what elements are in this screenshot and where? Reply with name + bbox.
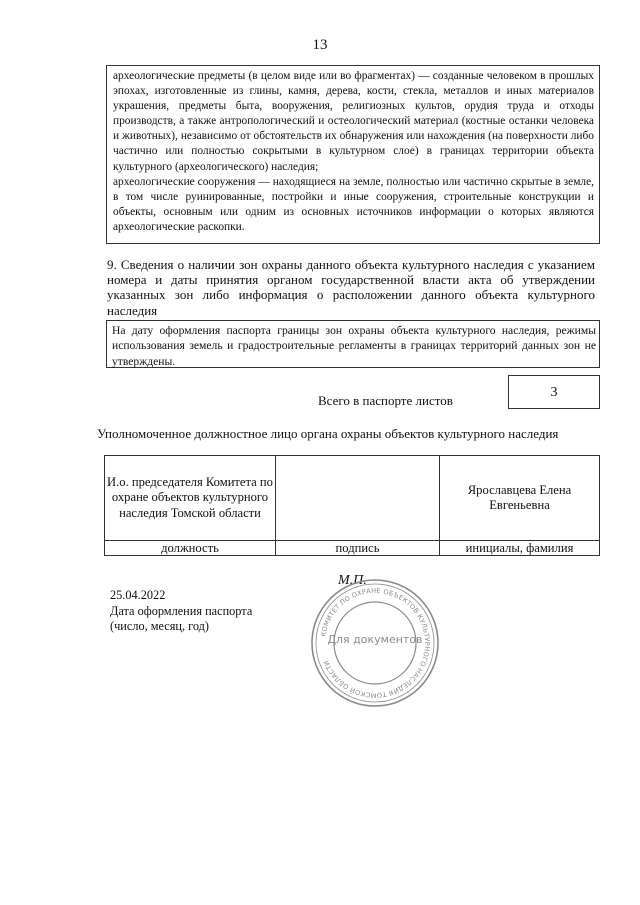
signature-table	[104, 455, 600, 556]
full-name-cell: Ярославцева Елена Евгеньевна	[440, 456, 600, 541]
full-name-label: инициалы, фамилия	[440, 541, 600, 556]
signature-label: подпись	[276, 541, 440, 556]
seal-place-label: М.П.	[338, 573, 367, 588]
definition-structures: археологические сооружения — находящиеся на земле, полностью или частично скрытые в земле, в том числе руинированные, постройки и иные сооружения, строительные конструкции и объекты, основным или одним из основных источников информации о которых являются археологические раскопки.	[113, 175, 594, 233]
date-block	[110, 588, 252, 635]
section-9-heading: 9. Сведения о наличии зон охраны данного объекта культурного наследия с указанием номера и даты принятия органом государственной власти акта об утверждении указанных зон либо информация о расположении данного объекта культурного наследия	[107, 257, 595, 318]
sheets-count-label: Всего в паспорте листов	[318, 393, 453, 408]
archaeology-definitions-box	[106, 65, 600, 244]
seal-ring-text: КОМИТЕТ ПО ОХРАНЕ ОБЪЕКТОВ КУЛЬТУРНОГО НАСЛЕДИЯ ТОМСКОЙ ОБЛАСТИ	[319, 586, 432, 700]
seal-inner-text: Для документов	[327, 633, 423, 646]
authorized-official-label: Уполномоченное должностное лицо органа охраны объектов культурного наследия	[97, 426, 559, 441]
definition-artifacts: археологические предметы (в целом виде или во фрагментах) — созданные человеком в прошлых эпохах, изготовленные из глины, камня, дерева, кости, стекла, металлов и иных материалов украшения, предметы быта, вооружения, религиозных культов, орудия труда и отходы производств, а также антропологический и остеологический материал (костные останки человека и животных), независимо от обстоятельств их обнаружения или нахождения (на поверхности либо частично или полностью сокрытыми в культурном слое) в границах территории объекта культурного (археологического) наследия;	[113, 70, 594, 173]
sheets-count-value: 3	[508, 375, 600, 409]
signature-cell	[276, 456, 440, 541]
position-cell: И.о. председателя Комитета по охране объектов культурного наследия Томской области	[105, 456, 276, 541]
official-seal-icon	[310, 578, 440, 708]
issue-date-label: Дата оформления паспорта	[110, 603, 253, 618]
signature-labels-row	[105, 541, 600, 556]
signature-row	[105, 456, 600, 541]
position-label: должность	[105, 541, 276, 556]
issue-date-format: (число, месяц, год)	[110, 619, 210, 633]
issue-date: 25.04.2022	[110, 588, 166, 602]
section-9-content-box: На дату оформления паспорта границы зон охраны объекта культурного наследия, режимы использования земель и градостроительные регламенты в границах территорий данных зон не утверждены.	[106, 320, 600, 368]
page-number: 13	[312, 37, 328, 53]
